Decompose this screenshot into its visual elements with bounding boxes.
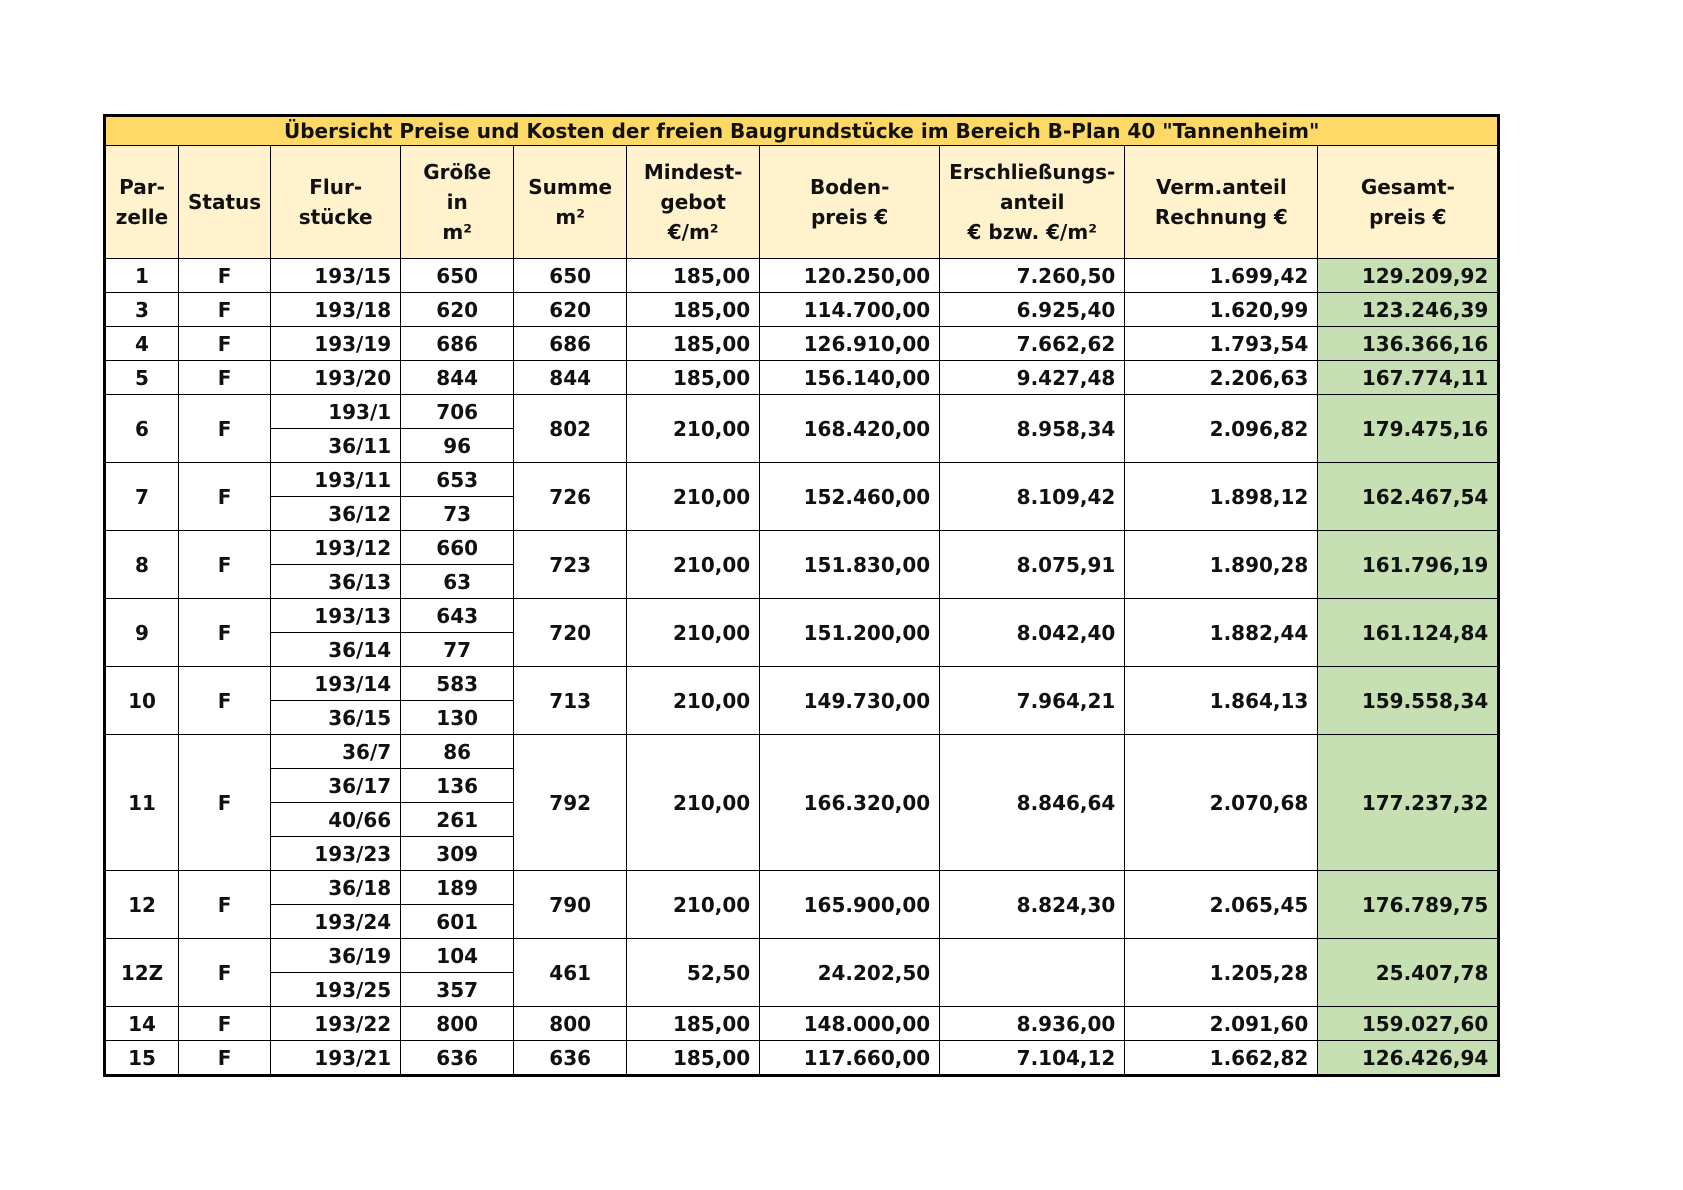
table-row	[105, 395, 1499, 429]
flurstueck-cell: 193/20	[271, 361, 401, 395]
flurstueck-cell: 36/7	[271, 735, 401, 769]
groesse-cell: 189	[401, 871, 514, 905]
verm-anteil-cell: 1.205,28	[1125, 939, 1318, 1007]
bodenpreis-cell: 149.730,00	[760, 667, 940, 735]
groesse-cell: 309	[401, 837, 514, 871]
status-cell: F	[179, 531, 271, 599]
parzelle-cell: 8	[105, 531, 179, 599]
table-row	[105, 531, 1499, 565]
groesse-cell: 660	[401, 531, 514, 565]
verm-anteil-cell: 1.890,28	[1125, 531, 1318, 599]
flurstueck-cell: 193/23	[271, 837, 401, 871]
mindestgebot-cell: 210,00	[627, 531, 760, 599]
gesamtpreis-cell: 136.366,16	[1318, 327, 1499, 361]
groesse-cell: 620	[401, 293, 514, 327]
verm-anteil-cell: 2.096,82	[1125, 395, 1318, 463]
summe-cell: 800	[514, 1007, 627, 1041]
status-cell: F	[179, 939, 271, 1007]
flurstueck-cell: 193/15	[271, 259, 401, 293]
summe-cell: 620	[514, 293, 627, 327]
groesse-cell: 136	[401, 769, 514, 803]
parzelle-cell: 3	[105, 293, 179, 327]
groesse-cell: 96	[401, 429, 514, 463]
status-cell: F	[179, 259, 271, 293]
groesse-cell: 601	[401, 905, 514, 939]
header-line: Gesamt-	[1360, 175, 1455, 199]
flurstueck-cell: 36/13	[271, 565, 401, 599]
header-line: stücke	[298, 205, 373, 229]
gesamtpreis-cell: 126.426,94	[1318, 1041, 1499, 1076]
verm-anteil-cell: 1.662,82	[1125, 1041, 1318, 1076]
groesse-cell: 357	[401, 973, 514, 1007]
flurstueck-cell: 40/66	[271, 803, 401, 837]
flurstueck-cell: 193/18	[271, 293, 401, 327]
summe-cell: 720	[514, 599, 627, 667]
groesse-cell: 104	[401, 939, 514, 973]
status-cell: F	[179, 293, 271, 327]
groesse-cell: 583	[401, 667, 514, 701]
flurstueck-cell: 193/19	[271, 327, 401, 361]
header-row	[105, 146, 1499, 259]
header-line: € bzw. €/m²	[967, 220, 1097, 244]
summe-cell: 726	[514, 463, 627, 531]
parzelle-cell: 14	[105, 1007, 179, 1041]
header-gesamtpreis	[1318, 146, 1499, 259]
status-cell: F	[179, 735, 271, 871]
erschliessung-cell: 9.427,48	[940, 361, 1125, 395]
parzelle-cell: 5	[105, 361, 179, 395]
flurstueck-cell: 36/11	[271, 429, 401, 463]
bodenpreis-cell: 152.460,00	[760, 463, 940, 531]
bodenpreis-cell: 166.320,00	[760, 735, 940, 871]
status-cell: F	[179, 395, 271, 463]
table-row	[105, 1007, 1499, 1041]
table-row	[105, 599, 1499, 633]
table-row	[105, 871, 1499, 905]
groesse-cell: 650	[401, 259, 514, 293]
verm-anteil-cell: 1.898,12	[1125, 463, 1318, 531]
verm-anteil-cell: 1.882,44	[1125, 599, 1318, 667]
verm-anteil-cell: 1.793,54	[1125, 327, 1318, 361]
header-line: zelle	[115, 205, 169, 229]
status-cell: F	[179, 1007, 271, 1041]
bodenpreis-cell: 117.660,00	[760, 1041, 940, 1076]
header-line: m²	[442, 220, 472, 244]
gesamtpreis-cell: 159.558,34	[1318, 667, 1499, 735]
mindestgebot-cell: 210,00	[627, 667, 760, 735]
header-verm-anteil	[1125, 146, 1318, 259]
table-row	[105, 293, 1499, 327]
bodenpreis-cell: 24.202,50	[760, 939, 940, 1007]
gesamtpreis-cell: 179.475,16	[1318, 395, 1499, 463]
summe-cell: 790	[514, 871, 627, 939]
verm-anteil-cell: 2.091,60	[1125, 1007, 1318, 1041]
verm-anteil-cell: 1.864,13	[1125, 667, 1318, 735]
bodenpreis-cell: 165.900,00	[760, 871, 940, 939]
header-line: Boden-	[809, 175, 890, 199]
flurstueck-cell: 193/25	[271, 973, 401, 1007]
summe-cell: 802	[514, 395, 627, 463]
status-cell: F	[179, 667, 271, 735]
mindestgebot-cell: 185,00	[627, 327, 760, 361]
erschliessung-cell: 7.260,50	[940, 259, 1125, 293]
summe-cell: 461	[514, 939, 627, 1007]
erschliessung-cell: 6.925,40	[940, 293, 1125, 327]
status-cell: F	[179, 871, 271, 939]
erschliessung-cell: 7.104,12	[940, 1041, 1125, 1076]
header-line: Flur-	[309, 175, 363, 199]
flurstueck-cell: 36/12	[271, 497, 401, 531]
header-line: Verm.anteil	[1155, 175, 1287, 199]
verm-anteil-cell: 2.065,45	[1125, 871, 1318, 939]
flurstueck-cell: 36/19	[271, 939, 401, 973]
groesse-cell: 130	[401, 701, 514, 735]
erschliessung-cell: 7.964,21	[940, 667, 1125, 735]
summe-cell: 723	[514, 531, 627, 599]
table-row	[105, 735, 1499, 769]
erschliessung-cell: 8.075,91	[940, 531, 1125, 599]
bodenpreis-cell: 148.000,00	[760, 1007, 940, 1041]
gesamtpreis-cell: 167.774,11	[1318, 361, 1499, 395]
price-table	[103, 114, 1500, 1077]
groesse-cell: 643	[401, 599, 514, 633]
table-row	[105, 667, 1499, 701]
erschliessung-cell: 8.109,42	[940, 463, 1125, 531]
status-cell: F	[179, 599, 271, 667]
bodenpreis-cell: 114.700,00	[760, 293, 940, 327]
price-overview-sheet	[103, 114, 1500, 1077]
flurstueck-cell: 193/14	[271, 667, 401, 701]
bodenpreis-cell: 120.250,00	[760, 259, 940, 293]
parzelle-cell: 7	[105, 463, 179, 531]
bodenpreis-cell: 126.910,00	[760, 327, 940, 361]
groesse-cell: 844	[401, 361, 514, 395]
status-cell: F	[179, 327, 271, 361]
erschliessung-cell: 8.958,34	[940, 395, 1125, 463]
parzelle-cell: 1	[105, 259, 179, 293]
header-line: Mindest-	[643, 160, 743, 184]
header-line: Summe	[528, 175, 613, 199]
mindestgebot-cell: 185,00	[627, 1007, 760, 1041]
bodenpreis-cell: 156.140,00	[760, 361, 940, 395]
summe-cell: 792	[514, 735, 627, 871]
header-mindestgebot	[627, 146, 760, 259]
erschliessung-cell: 8.846,64	[940, 735, 1125, 871]
header-flurstuecke	[271, 146, 401, 259]
gesamtpreis-cell: 25.407,78	[1318, 939, 1499, 1007]
header-line: Erschließungs-	[949, 160, 1116, 184]
summe-cell: 844	[514, 361, 627, 395]
groesse-cell: 706	[401, 395, 514, 429]
status-cell: F	[179, 361, 271, 395]
groesse-cell: 77	[401, 633, 514, 667]
flurstueck-cell: 193/1	[271, 395, 401, 429]
flurstueck-cell: 193/11	[271, 463, 401, 497]
header-parzelle	[105, 146, 179, 259]
table-row	[105, 1041, 1499, 1076]
gesamtpreis-cell: 176.789,75	[1318, 871, 1499, 939]
summe-cell: 713	[514, 667, 627, 735]
parzelle-cell: 9	[105, 599, 179, 667]
header-line: preis €	[1369, 205, 1447, 229]
erschliessung-cell: 8.824,30	[940, 871, 1125, 939]
groesse-cell: 86	[401, 735, 514, 769]
bodenpreis-cell: 151.200,00	[760, 599, 940, 667]
table-title: Übersicht Preise und Kosten der freien Baugrundstücke im Bereich B-Plan 40 "Tannenheim"	[105, 116, 1499, 146]
mindestgebot-cell: 185,00	[627, 293, 760, 327]
parzelle-cell: 15	[105, 1041, 179, 1076]
flurstueck-cell: 36/18	[271, 871, 401, 905]
header-line: Größe in	[423, 160, 492, 214]
groesse-cell: 636	[401, 1041, 514, 1076]
parzelle-cell: 12	[105, 871, 179, 939]
summe-cell: 636	[514, 1041, 627, 1076]
flurstueck-cell: 193/21	[271, 1041, 401, 1076]
gesamtpreis-cell: 123.246,39	[1318, 293, 1499, 327]
gesamtpreis-cell: 129.209,92	[1318, 259, 1499, 293]
bodenpreis-cell: 151.830,00	[760, 531, 940, 599]
mindestgebot-cell: 210,00	[627, 871, 760, 939]
header-line: €/m²	[667, 220, 719, 244]
mindestgebot-cell: 185,00	[627, 1041, 760, 1076]
mindestgebot-cell: 52,50	[627, 939, 760, 1007]
table-row	[105, 361, 1499, 395]
groesse-cell: 686	[401, 327, 514, 361]
verm-anteil-cell: 1.620,99	[1125, 293, 1318, 327]
parzelle-cell: 10	[105, 667, 179, 735]
gesamtpreis-cell: 177.237,32	[1318, 735, 1499, 871]
parzelle-cell: 12Z	[105, 939, 179, 1007]
table-row	[105, 259, 1499, 293]
flurstueck-cell: 36/15	[271, 701, 401, 735]
mindestgebot-cell: 185,00	[627, 361, 760, 395]
gesamtpreis-cell: 161.796,19	[1318, 531, 1499, 599]
summe-cell: 686	[514, 327, 627, 361]
erschliessung-cell: 7.662,62	[940, 327, 1125, 361]
groesse-cell: 800	[401, 1007, 514, 1041]
header-summe	[514, 146, 627, 259]
bodenpreis-cell: 168.420,00	[760, 395, 940, 463]
mindestgebot-cell: 210,00	[627, 599, 760, 667]
header-line: preis €	[810, 205, 889, 229]
header-bodenpreis	[760, 146, 940, 259]
groesse-cell: 653	[401, 463, 514, 497]
mindestgebot-cell: 210,00	[627, 463, 760, 531]
table-row	[105, 463, 1499, 497]
verm-anteil-cell: 2.070,68	[1125, 735, 1318, 871]
mindestgebot-cell: 210,00	[627, 395, 760, 463]
header-line: gebot	[660, 190, 726, 214]
groesse-cell: 261	[401, 803, 514, 837]
erschliessung-cell: 8.042,40	[940, 599, 1125, 667]
flurstueck-cell: 193/24	[271, 905, 401, 939]
parzelle-cell: 11	[105, 735, 179, 871]
flurstueck-cell: 193/22	[271, 1007, 401, 1041]
table-row	[105, 327, 1499, 361]
header-line: Par-	[119, 175, 165, 199]
header-status	[179, 146, 271, 259]
flurstueck-cell: 36/17	[271, 769, 401, 803]
mindestgebot-cell: 185,00	[627, 259, 760, 293]
status-cell: F	[179, 1041, 271, 1076]
header-line: Rechnung €	[1154, 205, 1288, 229]
header-erschliessung	[940, 146, 1125, 259]
flurstueck-cell: 36/14	[271, 633, 401, 667]
erschliessung-cell: 8.936,00	[940, 1007, 1125, 1041]
groesse-cell: 63	[401, 565, 514, 599]
summe-cell: 650	[514, 259, 627, 293]
gesamtpreis-cell: 159.027,60	[1318, 1007, 1499, 1041]
mindestgebot-cell: 210,00	[627, 735, 760, 871]
groesse-cell: 73	[401, 497, 514, 531]
verm-anteil-cell: 1.699,42	[1125, 259, 1318, 293]
parzelle-cell: 6	[105, 395, 179, 463]
status-cell: F	[179, 463, 271, 531]
flurstueck-cell: 193/13	[271, 599, 401, 633]
header-groesse	[401, 146, 514, 259]
gesamtpreis-cell: 161.124,84	[1318, 599, 1499, 667]
erschliessung-cell	[940, 939, 1125, 1007]
table-row	[105, 939, 1499, 973]
header-line: anteil	[999, 190, 1065, 214]
gesamtpreis-cell: 162.467,54	[1318, 463, 1499, 531]
header-line: m²	[555, 205, 585, 229]
parzelle-cell: 4	[105, 327, 179, 361]
verm-anteil-cell: 2.206,63	[1125, 361, 1318, 395]
header-line: Status	[188, 190, 262, 214]
flurstueck-cell: 193/12	[271, 531, 401, 565]
